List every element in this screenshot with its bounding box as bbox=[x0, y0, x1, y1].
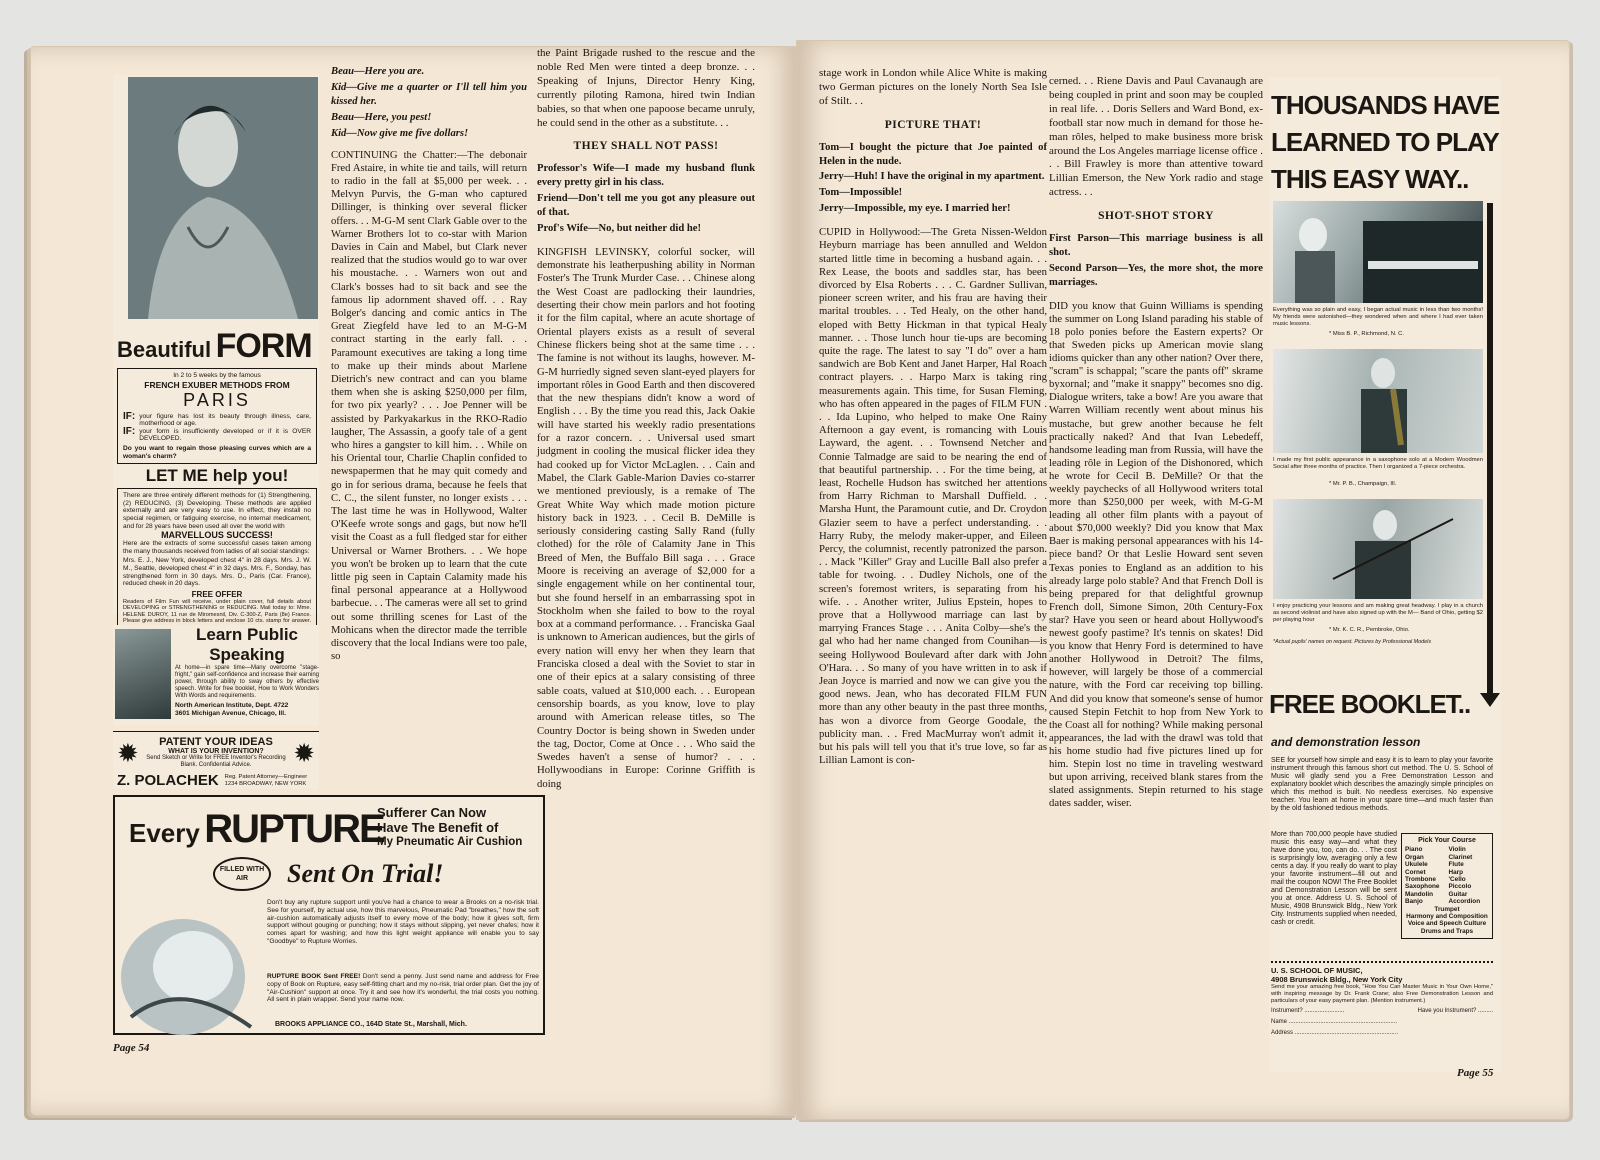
coupon-school: U. S. SCHOOL OF MUSIC, bbox=[1271, 966, 1363, 975]
testimonial-sig-3: * Mr. K. C. R., Pembroke, Ohio. bbox=[1329, 627, 1410, 633]
left-page bbox=[30, 46, 798, 1116]
course-item: Trombone bbox=[1405, 876, 1436, 884]
dialogue-line: Jerry—Impossible, my eye. I married her! bbox=[819, 203, 1011, 215]
music-headline-3: THIS EASY WAY.. bbox=[1271, 164, 1469, 194]
form-success: MARVELLOUS SUCCESS! bbox=[161, 530, 273, 541]
course-title: Pick Your Course bbox=[1418, 837, 1476, 844]
coupon-name-field[interactable]: Name ................................................................. bbox=[1271, 1019, 1398, 1026]
page-number-left: Page 54 bbox=[113, 1042, 150, 1054]
form-tagline: In 2 to 5 weeks by the famous bbox=[173, 372, 261, 379]
dialogue-line: Beau—Here you are. bbox=[331, 66, 425, 77]
form-free-offer: FREE OFFER bbox=[191, 589, 243, 599]
testimonial-caption-1: Everything was so plain and easy, I began actual music in less than two months! My friends were astonished—they wondered when and where I had ever taken music lessons. bbox=[1273, 307, 1483, 327]
patent-question: WHAT IS YOUR INVENTION? bbox=[168, 748, 264, 755]
article-paragraph: cerned. . . Riene Davis and Paul Cavanaugh are being coupled in print and soon may be coupled in real life. . . Doris Sellers and Ward Bond, ex-football star now much in demand for those he-man rôles, helped to make business more brisk around the Los Angeles marriage license office . . . Bill Frawley is more than attentive toward Lillian Emerson, the New York radio and stage actress. . . bbox=[1049, 75, 1263, 199]
rupture-company: BROOKS APPLIANCE CO., 164D State St., Marshall, Mich. bbox=[275, 1021, 467, 1028]
section-heading: SHOT-SHOT STORY bbox=[1098, 210, 1214, 223]
form-question: Do you want to regain those pleasing curves which are a woman's charm? bbox=[123, 444, 311, 460]
form-free-body: Readers of Film Fun will receive, under plain cover, full details about DEVELOPING or STRENGTHENING or REDUCING. Mail today to: Mme. HELENE DUROY, 11 rue de Miromesnil, Div. C-300-Z, Paris (8e) France. Please give address in block letters and enclose 10 cts. stamp for answer. bbox=[123, 598, 311, 625]
course-item: Accordion bbox=[1448, 898, 1481, 906]
form-methods: FRENCH EXUBER METHODS FROM bbox=[144, 379, 290, 390]
form-body2: Here are the extracts of some successful cases taken among the many thousands received from ladies of all social standings: bbox=[123, 540, 311, 555]
testimonial-caption-3: I enjoy practicing your lessons and am making great headway. I play in a church as second violinist and have also signed up with the M— Band of Ohio, getting $2 per playing hour bbox=[1273, 603, 1483, 623]
violin-photo bbox=[1273, 499, 1483, 599]
rupture-line2: Have The Benefit of bbox=[377, 820, 499, 835]
speaking-title1: Learn Public bbox=[195, 625, 299, 644]
course-item: Guitar bbox=[1448, 890, 1468, 898]
dialogue-line: Jerry—Huh! I have the original in my apartment. bbox=[819, 171, 1045, 183]
piano-photo bbox=[1273, 201, 1483, 303]
form-testimonials: Mrs. E. J., New York, developed chest 4" in 28 days. Mrs. J. W. M., Seattle, developed chest 4" in 32 days. Mrs. F., Sonday, has strengthened form in 30 days. Mrs. D., Paris (Car. France), reduced cheek in 20 days. bbox=[123, 557, 311, 588]
page-number-right: Page 55 bbox=[1457, 1067, 1494, 1079]
music-headline-1: THOUSANDS HAVE bbox=[1271, 90, 1500, 120]
article-paragraph: CONTINUING the Chatter:—The debonair Fred Astaire, in white tie and tails, will return to radio in the fall at $5,000 per week. . . Melvyn Purvis, the G-man who captured Dillinger, is thinking over several flicker offers. . . M-G-M sent Clark Gable over to the Warner Brothers lot to co-star with Marion Davies in Cain and Mabel, but Clark never realized that the studios would go to war over his moustache. . . Warners won out and Clark's bosses had to sit back and see the famous lip adornment shaved off. . . Ray Bolger's dancing and comic antics in The Great Ziegfeld have led to an M-G-M contract starting in the early fall. . . Paramount executives are taking a long time to make up their minds about Marlene Dietrich's new contract and can you blame them when she is asking $250,000 per film, for two pix yearly? . . . Joe Penner will be assisted by Parkyakarkus in the RKO-Radio laugher, The Assassin, a goofy tale of a gent who hires a gangster to kill him. . . While on his Oriental tour, Charlie Chaplin confided to newspapermen that he may quit comedy and go in for serious drama, because he feels that C. C., the silent funster, no longer exists . . . The last time he was in Hollywood, Walter O'Keefe wrote songs and gags, but now he'll visit the Coast as a full fledged star for either Universal or Warner Brothers. . . We hope you won't be broken up to learn that the cute little pig seen in Captain Calamity made his final personal appearance at a Hollywood barbecue. . . The cameras were all set to grind out some thrilling scenes for Last of the Mohicans when the director made the terrible discovery that the local Indians were too pale, so bbox=[331, 149, 527, 663]
course-item: Saxophone bbox=[1405, 883, 1440, 891]
speaking-body: At home—in spare time—Many overcome "stage-fright," gain self-confidence and increase their earning power, through ability to sway others by effective speech. Write for free booklet, How to Work Wonders With Words and requirements. bbox=[175, 665, 319, 699]
arrow-down-icon bbox=[1480, 693, 1500, 707]
form-city: PARIS bbox=[183, 389, 251, 410]
right-column-1 bbox=[819, 67, 1047, 773]
left-column-2 bbox=[537, 47, 755, 797]
portrait-illustration bbox=[128, 77, 318, 319]
course-grid bbox=[1405, 846, 1489, 905]
dialogue-line: Tom—Impossible! bbox=[819, 187, 903, 199]
coupon-instrument-field[interactable]: Instrument? ........................ bbox=[1271, 1008, 1345, 1015]
ad-patent bbox=[113, 731, 319, 789]
ad-public-speaking bbox=[113, 625, 319, 725]
rupture-line1: Sufferer Can Now bbox=[377, 805, 487, 820]
form-if1-label: IF: bbox=[123, 410, 136, 422]
star-icon: ✹ bbox=[293, 738, 315, 768]
dialogue-line: Beau—Here, you pest! bbox=[331, 111, 432, 123]
music-headline-2: LEARNED TO PLAY bbox=[1271, 127, 1499, 157]
course-item: Violin bbox=[1448, 846, 1466, 854]
dialogue-line: Prof's Wife—No, but neither did he! bbox=[537, 222, 702, 234]
air-cushion-illustration bbox=[121, 867, 261, 1035]
course-item: Cornet bbox=[1405, 868, 1426, 876]
patent-title: PATENT YOUR IDEAS bbox=[159, 736, 273, 748]
speaking-address: 3601 Michigan Avenue, Chicago, Ill. bbox=[175, 709, 286, 717]
testimonial-sig-2: * Mr. P. B., Champaign, Ill. bbox=[1329, 481, 1397, 487]
form-if1: your figure has lost its beauty through illness, care, motherhood or age. bbox=[139, 412, 311, 428]
course-item: Harp bbox=[1448, 868, 1464, 876]
ad-music-school bbox=[1269, 77, 1501, 1072]
saxophone-photo bbox=[1273, 349, 1483, 453]
coupon-have-instrument-field[interactable]: Have you Instrument? ......... bbox=[1417, 1008, 1493, 1015]
dialogue-line: Second Parson—Yes, the more shot, the more marriages. bbox=[1049, 262, 1263, 288]
coupon-body: Send me your amazing free book, "How You Can Master Music in Your Own Home," with inspiring message by Dr. Frank Crane; also Free Demonstration Lesson and particulars of your easy payment plan. (Mention instrument.) bbox=[1271, 984, 1493, 1004]
dialogue-line: Professor's Wife—I made my husband flunk every pretty girl in his class. bbox=[537, 163, 755, 189]
course-item: Flute bbox=[1448, 861, 1464, 869]
course-item: Drums and Traps bbox=[1420, 927, 1474, 935]
patent-body: Send Sketch or Write for FREE Inventor's Recording Blank. Confidential Advice. bbox=[146, 755, 286, 768]
right-page bbox=[796, 40, 1570, 1120]
form-if2: your form is insufficiently developed or if it is OVER DEVELOPED. bbox=[139, 427, 311, 443]
course-item: Banjo bbox=[1405, 898, 1423, 906]
article-paragraph: CUPID in Hollywood:—The Greta Nissen-Weldon Heyburn marriage has been annulled and Weldon started little time in becoming a husband again. . . Rex Lease, the boots and saddles star, has been divorced by Elsa Roberts . . . C. Gardner Sullivan, pioneer screen writer, and his frau are having their marital troubles. . . Ted Healy, on the other hand, eloped with Betty Hickman in that typical Healy manner. . . Those lunch hour tie-ups are becoming quite the rage. The latest to say "I do" over a ham sandwich are Bob Kent and Janet Harper, Hal Roach contract players. . . Harpo Marx is taking ring measurements again. This time, for Susan Fleming, who has often appeared in the pages of FILM FUN . . . Ida Lupino, who helped to make One Rainy Afternoon a gay event, is romancing with Louis Layward, the agent. . . Townsend Netcher and Connie Talmadge are said to be nearing the end of that beautiful partnership. . . For the time being, at least, Rochelle Hudson has switched her attentions from Harry Richman to Marshall Duffield. . . Marsha Hunt, the Paramount cutie, and Dr. Croydon Glazier seem to have a perfect understanding. . . Harry Ruby, the melody maker-upper, and Eileen Percy, the columnist, recently patronized the parson. . . Mack "Killer" Gray and Lucille Ball also prefer a table for twoing. . . Dudley Nichols, one of the screen's foremost writers, is separating from his wife. . . Another writer, Julius Epstein, hopes to prove that a Hollywood marriage can last by marrying Frances Stage . . . Anita Colby—she's the gal who had her name changed from Counihan—is seeing Hollywood Boulevard after dark with John O'Hara. . . So many of you have written in to ask if Jean Joyce is married and now we can give you the good news. Jean, who has decorated FILM FUN more than any other beauty in the past three months, has won a divorce from George Goodale, the publicity man. . . Fred MacMurray won't admit it, but his pals will tell you that it's true love, so far as Lillian Lamont is con- bbox=[819, 226, 1047, 767]
course-item: Organ bbox=[1405, 853, 1424, 861]
course-item: Piccolo bbox=[1448, 883, 1472, 891]
article-paragraph: KINGFISH LEVINSKY, colorful socker, will demonstrate his leatherpushing ability in Norman Foster's The Trunk Murder Case. . . Chinese along the West Coast are padlocking their laundries, deserting their chow mein parlors and hot footing it for the film capital, where an acute shortage of Oriental players exists as a result of several Chinese flickers being shot at the same time . . . The famine is not without its laughs, however. M-G-M hurriedly signed seven slant-eyed players for important rôles in Good Earth and then discovered that the new thespians didn't know a word of English . . . By the time you read this, Jack Oakie will have started his weekly radio presentations for a razor concern. . . Universal used smart judgment in cooling the musical flicker idea they had cooked up for Victor McLaglen. . . Cain and Mabel, the Clark Gable-Marion Davies co-starrer we mentioned previously, is a remake of The Great White Way which made motion picture history back in 1923. . . Cecil B. DeMille is seriously considering casting Sally Rand (fully clothed) for the rôle of Calamity Jane in This Breed of Men, the Buffalo Bill saga . . . Grace Moore is receiving an average of $2,000 for a single engagement while on her continental tour, but she found herself in an embarrassing spot in Stockholm when she failed to bow to the royal box at a command performance. . . Franciska Gaal is unknown to American audiences, but the girls of every nation will envy her when they learn that Franciska closed a deal with the Soviet to star in one of their epics at a salary consisting of three sable coats, valued at $10,000 each. . . European censorship boards, as you know, love to play around with American release titles, so The Country Doctor is being shown in Sweden under the tag, Doctor, Come at Once . . . Who said the Swedes haven't a sense of humor? . . . Hollywoodians in Europe: Corinne Griffith is doing bbox=[537, 245, 755, 790]
article-paragraph: stage work in London while Alice White is making two German pictures on the lonely North Sea Isle of Stilt. . . bbox=[819, 67, 1047, 107]
course-item: Voice and Speech Culture bbox=[1407, 920, 1487, 928]
course-item: 'Cello bbox=[1448, 876, 1466, 884]
testimonial-caption-2: I made my first public appearance in a saxophone solo at a Modern Woodmen Social after three months of practice. Then I organized a 7-piece orchestra. bbox=[1273, 457, 1483, 470]
article-paragraph: DID you know that Guinn Williams is spending the summer on Long Island parading his stable of 18 polo ponies before the Eastern experts? Or that Sweden picks up American movie slang idioms quicker than any other nation? Over there, "scram" is schappal; "scare the pants off" skrame byxornal; and "make it snappy" becomes sno dig. Dialogue writers, take a bow! Are you aware that Warren William recently went about minus his mustache, but grew another because he felt practically naked? And that Ivan Lebedeff, handsome leading man from Russia, will have the leading rôle in Legion of the Dishonored, which he wrote for Cecil B. DeMille? Or that the weekly paychecks of all Hollywood writers total more than $250,000 per week, with M-G-M leading all other film plants with a payout of about $70,000 weekly? Did you know that Max Baer is making personal appearances with his 14-piece band? Or that Leslie Howard sent seven Texas ponies to England as an addition to his already large polo stable? And that French Doll is being prepared for that delightful grownup French doll, Simone Simon, 20th Century-Fox star? Have you seen or heard about Hollywood's newest goofy pastime? It's tennis on skates! Did you know that Henry Ford is determined to have another Hollywood in Detroit? The films, however, will largely be those of a commercial nature, with the Ford car receiving top billing. And did you know that someone's sense of humor caused Stepin Fetchit to hop from New York to the Coast all for nothing? While making personal appearances, the lad with the drawl was told that his home studio had five pictures lined up for him. Stepin lost no time in traveling westward but upon arriving, received blank stares from the slated assignments. Stepin returned to his stage dates sadder, wiser. bbox=[1049, 299, 1263, 810]
speaking-title2: Speaking bbox=[209, 645, 285, 664]
course-item: Harmony and Composition bbox=[1406, 913, 1488, 921]
patent-reg: Reg. Patent Attorney—Engineer bbox=[224, 773, 308, 780]
course-item: Mandolin bbox=[1405, 890, 1434, 898]
form-help: LET ME help you! bbox=[145, 466, 289, 486]
dialogue-line: Tom—I bought the picture that Joe painted of Helen in the nude. bbox=[819, 141, 1047, 167]
rupture-word: RUPTURE bbox=[204, 807, 384, 851]
article-paragraph: the Paint Brigade rushed to the rescue and the noble Red Men were tinted a deep bronze. . . Speaking of Injuns, Director Henry King, currently piloting Ramona, hired twin Indian babies, so that when one papoose became unruly, he could send in the other as a substitute. . . bbox=[537, 47, 755, 129]
patent-name: Z. POLACHEK bbox=[117, 772, 219, 789]
bracket-line bbox=[1487, 203, 1493, 703]
course-list-box bbox=[1401, 833, 1493, 939]
rupture-line3: My Pneumatic Air Cushion bbox=[377, 836, 523, 848]
coupon-address: 4908 Brunswick Bldg., New York City bbox=[1271, 975, 1403, 984]
music-body-2: More than 700,000 people have studied music this easy way—and what they have done you, too, can do. . . The cost is surprisingly low, averaging only a few cents a day. If you really do want to play your favorite instrument—fill out and mail the coupon NOW! The Free Booklet and Demonstration Lesson will be sent you at once. Address U. S. School of Music, 4908 Brunswick Bldg., New York City. Instruments supplied when needed, cash or credit. bbox=[1271, 831, 1397, 926]
speaking-institute: North American Institute, Dept. 4722 bbox=[175, 702, 289, 709]
section-heading: PICTURE THAT! bbox=[884, 118, 982, 131]
course-item: Trumpet bbox=[1434, 905, 1460, 913]
dialogue-line: Kid—Now give me five dollars! bbox=[331, 127, 469, 139]
form-title-left: Beautiful bbox=[117, 337, 212, 362]
coupon-address-field[interactable]: Address .............................................................. bbox=[1271, 1030, 1399, 1037]
rupture-every: Every bbox=[129, 818, 200, 848]
patent-address: 1234 BROADWAY, NEW YORK bbox=[224, 780, 307, 787]
form-title-right: FORM bbox=[215, 327, 312, 365]
dialogue-line: First Parson—This marriage business is all shot. bbox=[1049, 233, 1263, 258]
form-body1: There are three entirely different methods for (1) Strengthening, (2) REDUCING, (3) Developing. These methods are applied externally and are very easy to use. In effect, they install no special regimen, or fatiguing exercise, no internal medicament, and for 28 years have been used all over the world with bbox=[123, 492, 311, 530]
rupture-sent-on-trial: Sent On Trial! bbox=[287, 859, 444, 888]
star-icon: ✹ bbox=[117, 738, 139, 768]
rupture-book-title: RUPTURE BOOK Sent FREE! bbox=[267, 973, 361, 980]
music-body: SEE for yourself how simple and easy it is to learn to play your favorite instrument through this famous short cut method. The U. S. School of Music will gladly send you a Free Demonstration Lesson and explanatory booklet which describes the amazingly simple principles on which this method is built. No needless exercises. No expensive teacher. You learn at home in your spare time—and much faster than by the old fashioned tedious methods. bbox=[1271, 757, 1493, 812]
rupture-book-body: Don't send a penny. Just send name and address for Free copy of Book on Rupture, easy self-fitting chart and my no-risk, trial order plan. Get the joy of "Air-Cushion" support at once. Try it and see how it's wonderful, the trial costs you nothing. All sent in plain wrapper. Send your name now. bbox=[267, 973, 539, 1004]
section-heading: THEY SHALL NOT PASS! bbox=[573, 140, 719, 153]
ad-rupture bbox=[113, 795, 545, 1035]
air-badge: FILLED WITH AIR bbox=[213, 857, 271, 891]
demo-lesson-subhead: and demonstration lesson bbox=[1271, 735, 1421, 749]
left-column-1 bbox=[331, 65, 527, 669]
course-item: Piano bbox=[1405, 846, 1423, 854]
testimonial-sig-1: * Miss B. P., Richmond, N. C. bbox=[1329, 331, 1404, 337]
ad-beautiful-form bbox=[113, 75, 319, 625]
dialogue-line: Friend—Don't tell me you got any pleasure out of that. bbox=[537, 193, 755, 219]
speaker-photo bbox=[115, 629, 171, 719]
testimonial-note: *Actual pupils' names on request. Pictures by Professional Models bbox=[1273, 639, 1432, 645]
course-item: Clarinet bbox=[1448, 853, 1473, 861]
woman-photo bbox=[128, 77, 318, 319]
course-item: Ukulele bbox=[1405, 861, 1428, 869]
right-column-2 bbox=[1049, 75, 1263, 816]
free-booklet-headline: FREE BOOKLET.. bbox=[1269, 689, 1471, 719]
form-if2-label: IF: bbox=[123, 425, 136, 437]
dialogue-line: Kid—Give me a quarter or I'll tell him you kissed her. bbox=[331, 81, 527, 107]
rupture-body: Don't buy any rupture support until you've had a chance to wear a Brooks on a no-risk trial. See for yourself, by actual use, how this marvelous, Pneumatic Pad "breathes," how the soft air-cushion automatically adjusts itself to every move of the body; how it gives soft, firm support without gouging or punching; how it stays without slipping, yet never chafes; how it comes apart for washing; and how this light weight appliance will enable you to say "Goodbye" to Rupture Worries. bbox=[267, 899, 539, 945]
course-extra bbox=[1405, 906, 1489, 936]
